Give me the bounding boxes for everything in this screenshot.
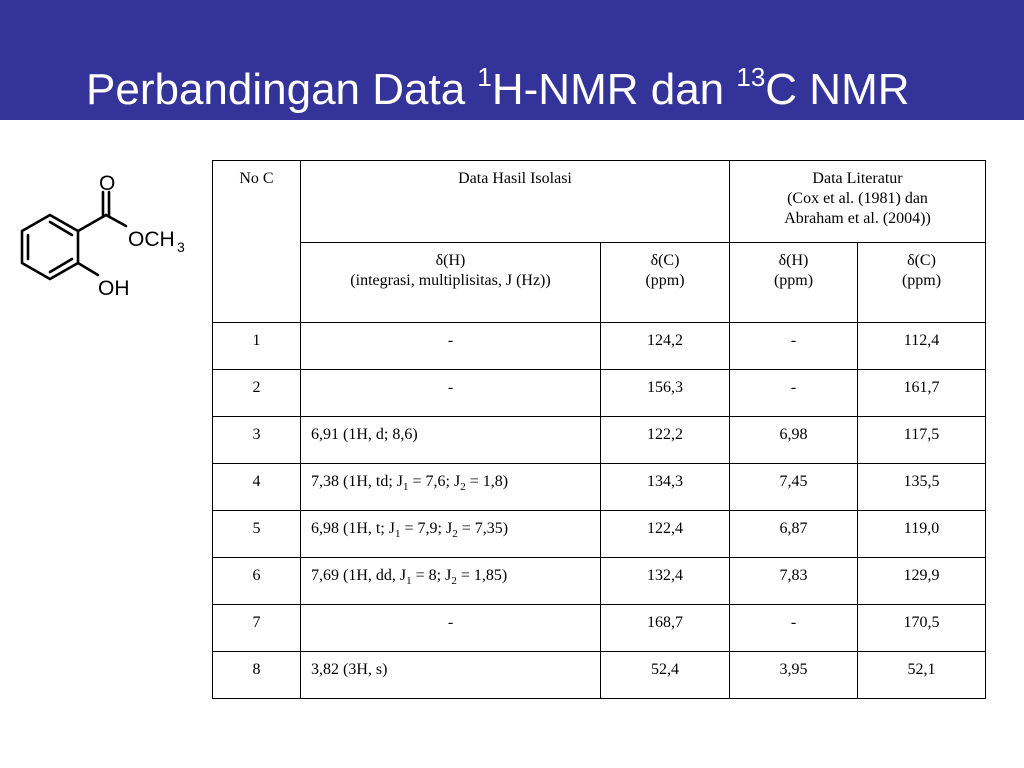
cell-lit-h: - — [730, 605, 858, 652]
subheader-iso-h-line1: δ(H) — [435, 252, 466, 269]
cell-iso-h-part-c: = 7,35) — [457, 520, 509, 537]
cell-lit-h: 6,87 — [730, 511, 858, 558]
slide-title — [86, 62, 910, 118]
j1-subscript: 1 — [395, 528, 401, 540]
cell-iso-h — [301, 558, 601, 605]
cell-lit-h: 7,45 — [730, 464, 858, 511]
cell-lit-h: 3,95 — [730, 652, 858, 699]
cell-iso-h-part-a: 7,69 (1H, dd, J — [311, 567, 407, 584]
cell-no: 2 — [213, 370, 301, 417]
cell-no: 3 — [213, 417, 301, 464]
cell-lit-c: 117,5 — [858, 417, 986, 464]
header-no-c: No C — [213, 161, 301, 323]
lit-line-3: Abraham et al. (2004)) — [784, 210, 931, 227]
cell-no: 4 — [213, 464, 301, 511]
benzene-ring — [22, 215, 78, 279]
ring-inner-bond-1 — [50, 222, 72, 235]
cell-lit-c: 112,4 — [858, 323, 986, 370]
table-row — [213, 323, 986, 370]
cell-lit-c: 119,0 — [858, 511, 986, 558]
cell-iso-h-part-b: = 8; J — [411, 567, 452, 584]
cell-iso-h: - — [301, 323, 601, 370]
header-row-1 — [213, 161, 986, 243]
table-row — [213, 652, 986, 699]
label-och3-subscript: 3 — [177, 239, 185, 255]
j1-subscript: 1 — [403, 481, 409, 493]
cell-lit-h: - — [730, 323, 858, 370]
cell-lit-h: 7,83 — [730, 558, 858, 605]
cell-iso-h-part-a: 7,38 (1H, td; J — [311, 473, 403, 490]
nmr-comparison-table — [212, 160, 986, 699]
label-oh: OH — [98, 277, 130, 300]
lit-line-2: (Cox et al. (1981) dan — [787, 190, 928, 207]
j1-subscript: 1 — [406, 575, 412, 587]
lit-line-1: Data Literatur — [812, 170, 903, 187]
title-suffix: C NMR — [765, 65, 910, 114]
subheader-lit-h-line1: δ(H) — [778, 252, 809, 269]
j2-subscript: 2 — [452, 528, 458, 540]
title-prefix: Perbandingan Data — [86, 65, 478, 114]
cell-iso-c: 168,7 — [601, 605, 730, 652]
cell-no: 5 — [213, 511, 301, 558]
cell-iso-h-part-c: = 1,8) — [465, 473, 509, 490]
cell-iso-h-part-c: = 1,85) — [456, 567, 508, 584]
subheader-lit-c — [858, 243, 986, 323]
cell-no: 1 — [213, 323, 301, 370]
ester-bond — [106, 215, 126, 226]
subheader-lit-h-line2: (ppm) — [773, 272, 814, 289]
cell-lit-c: 129,9 — [858, 558, 986, 605]
cell-lit-h: - — [730, 370, 858, 417]
table-row — [213, 558, 986, 605]
table-row — [213, 511, 986, 558]
header-literature — [730, 161, 986, 243]
cell-iso-c: 134,3 — [601, 464, 730, 511]
cell-no: 7 — [213, 605, 301, 652]
cell-iso-h — [301, 464, 601, 511]
label-o: O — [99, 172, 116, 195]
hydroxyl-bond — [78, 263, 98, 275]
table-row — [213, 464, 986, 511]
table-row — [213, 605, 986, 652]
cell-iso-c: 122,4 — [601, 511, 730, 558]
subheader-iso-h — [301, 243, 601, 323]
cell-iso-h: 6,91 (1H, d; 8,6) — [301, 417, 601, 464]
j2-subscript: 2 — [460, 481, 466, 493]
cell-iso-c: 122,2 — [601, 417, 730, 464]
cell-iso-h: - — [301, 605, 601, 652]
header-row-2 — [213, 243, 986, 323]
cell-iso-h: 3,82 (3H, s) — [301, 652, 601, 699]
subheader-iso-c-line2: (ppm) — [645, 272, 685, 289]
cell-no: 6 — [213, 558, 301, 605]
cell-lit-c: 135,5 — [858, 464, 986, 511]
cell-lit-h: 6,98 — [730, 417, 858, 464]
title-sup-1: 1 — [477, 62, 492, 93]
subheader-iso-h-line2: (integrasi, multiplisitas, J (Hz)) — [350, 272, 551, 289]
cell-no: 8 — [213, 652, 301, 699]
methyl-salicylate-structure — [14, 168, 204, 308]
cell-iso-h-part-b: = 7,6; J — [408, 473, 461, 490]
subheader-lit-c-line1: δ(C) — [907, 252, 936, 269]
ring-inner-bond-2 — [50, 259, 72, 272]
title-sup-13: 13 — [736, 62, 766, 93]
table-row — [213, 370, 986, 417]
cell-iso-h-part-a: 6,98 (1H, t; J — [311, 520, 395, 537]
cell-iso-c: 156,3 — [601, 370, 730, 417]
cell-iso-c: 132,4 — [601, 558, 730, 605]
cell-lit-c: 170,5 — [858, 605, 986, 652]
header-isolation: Data Hasil Isolasi — [301, 161, 730, 243]
ring-to-carbonyl-bond — [78, 215, 106, 231]
cell-iso-c: 52,4 — [601, 652, 730, 699]
table-row — [213, 417, 986, 464]
cell-lit-c: 52,1 — [858, 652, 986, 699]
label-och: OCH — [128, 228, 175, 251]
cell-lit-c: 161,7 — [858, 370, 986, 417]
subheader-lit-c-line2: (ppm) — [901, 272, 942, 289]
title-mid: H-NMR dan — [491, 65, 737, 114]
subheader-lit-h — [730, 243, 858, 323]
subheader-iso-c-line1: δ(C) — [650, 252, 680, 269]
cell-iso-h: - — [301, 370, 601, 417]
cell-iso-c: 124,2 — [601, 323, 730, 370]
subheader-iso-c — [601, 243, 730, 323]
cell-iso-h — [301, 511, 601, 558]
cell-iso-h-part-b: = 7,9; J — [400, 520, 453, 537]
j2-subscript: 2 — [451, 575, 457, 587]
